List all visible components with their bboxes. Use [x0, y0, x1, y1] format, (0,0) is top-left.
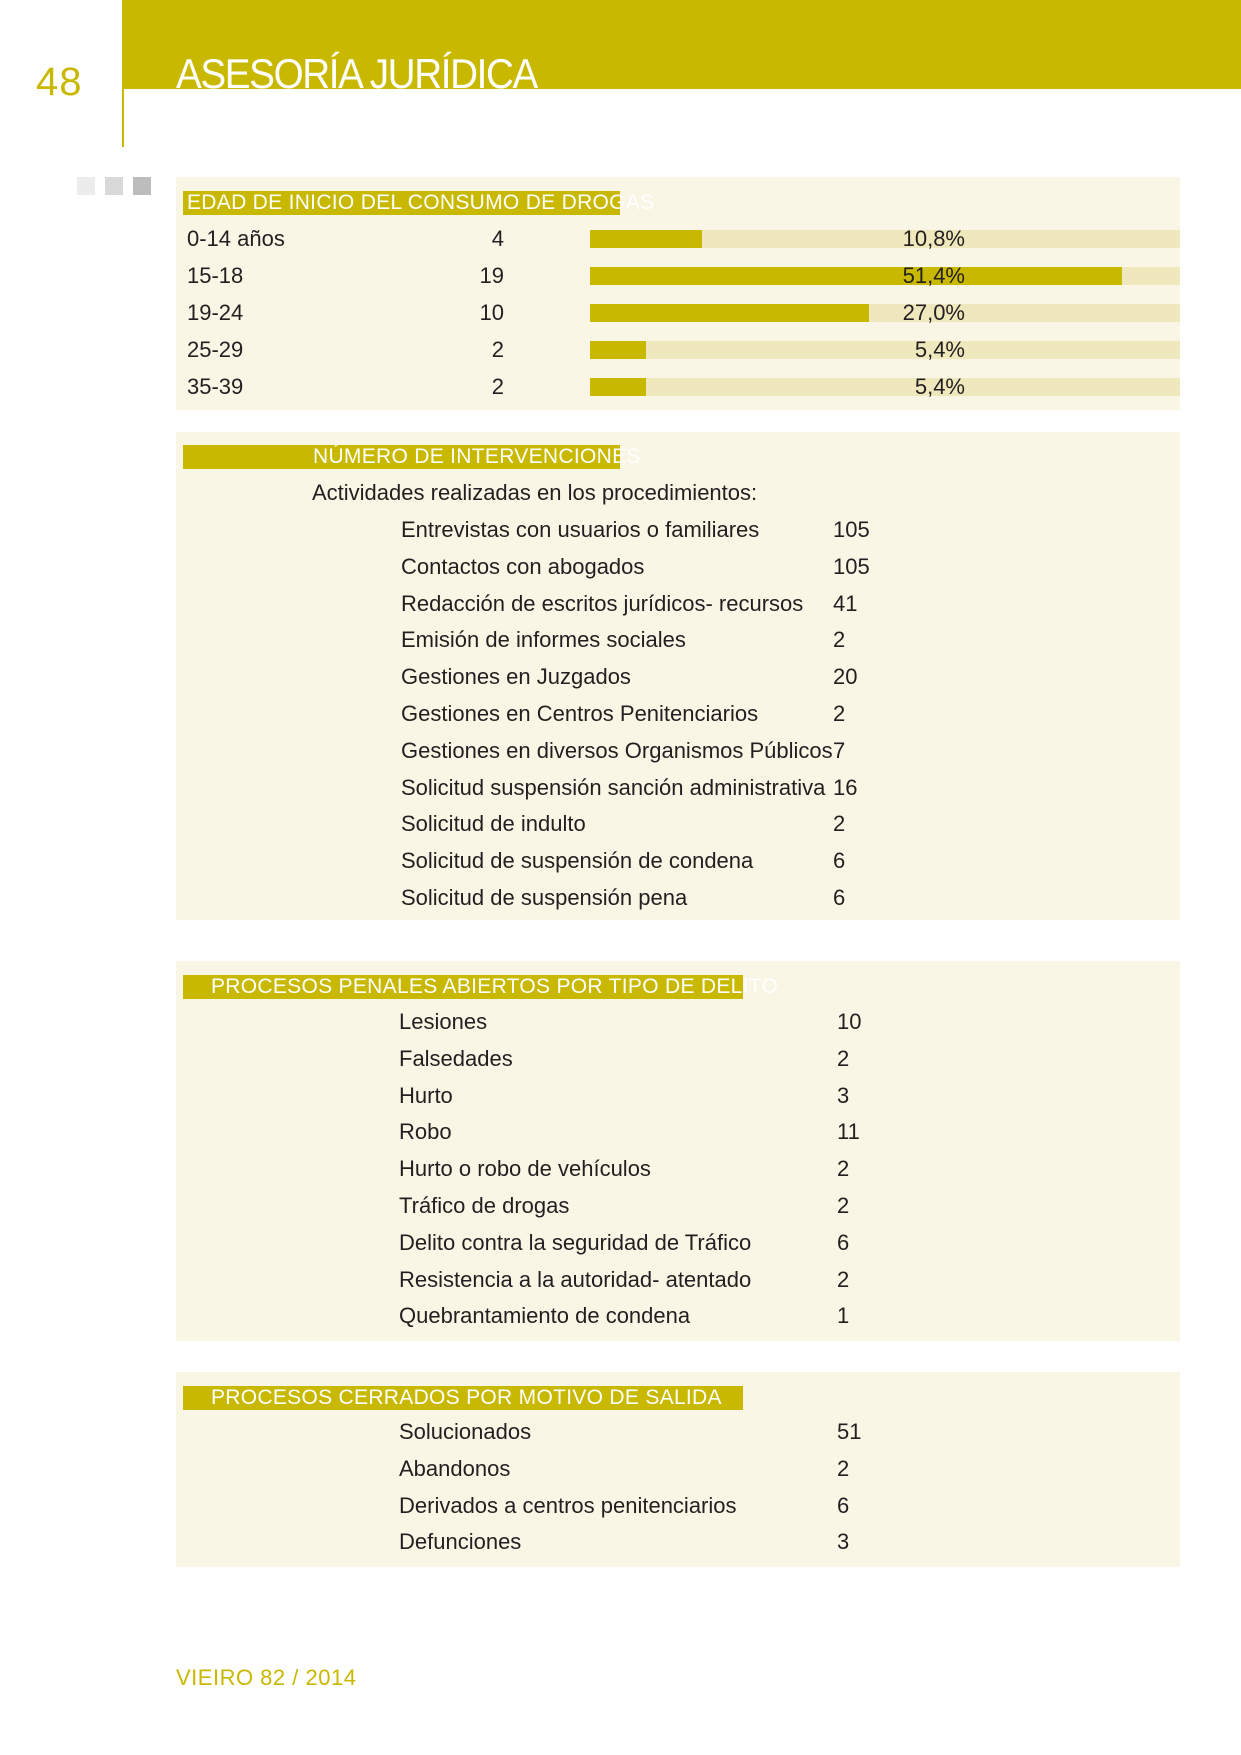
row-label: Delito contra la seguridad de Tráfico: [399, 1230, 752, 1255]
age-label: 19-24: [187, 300, 244, 325]
row-label: Solicitud de suspensión pena: [401, 885, 688, 910]
age-percent: 10,8%: [902, 226, 965, 251]
row-label: Lesiones: [399, 1009, 488, 1034]
age-count: 4: [491, 226, 504, 251]
row-label: Robo: [399, 1119, 452, 1144]
row-value: 2: [837, 1193, 850, 1218]
age-count: 10: [479, 300, 504, 325]
closed-cases-title: PROCESOS CERRADOS POR MOTIVO DE SALIDA: [183, 1386, 743, 1410]
row-value: 16: [833, 775, 858, 800]
age-bar: [590, 267, 1122, 285]
age-percent: 5,4%: [914, 374, 965, 399]
age-bar: [590, 378, 646, 396]
decor-square-1: [77, 177, 95, 195]
row-label: Solucionados: [399, 1419, 532, 1444]
row-label: Entrevistas con usuarios o familiares: [401, 517, 760, 542]
header-divider: [122, 0, 124, 147]
row-label: Resistencia a la autoridad- atentado: [399, 1267, 752, 1292]
row-value: 11: [837, 1119, 860, 1144]
row-label: Defunciones: [399, 1529, 522, 1554]
row-value: 2: [837, 1046, 850, 1071]
decor-square-3: [133, 177, 151, 195]
row-label: Falsedades: [399, 1046, 513, 1071]
row-label: Hurto: [399, 1083, 453, 1108]
row-label: Gestiones en Juzgados: [401, 664, 631, 689]
row-value: 105: [833, 554, 870, 579]
row-value: 2: [833, 627, 846, 652]
interventions-subtitle: Actividades realizadas en los procedimientos:: [312, 480, 758, 505]
row-value: 3: [837, 1083, 850, 1108]
row-value: 6: [837, 1493, 850, 1518]
row-label: Solicitud de suspensión de condena: [401, 848, 754, 873]
row-label: Tráfico de drogas: [399, 1193, 570, 1218]
age-label: 35-39: [187, 374, 244, 399]
row-value: 20: [833, 664, 858, 689]
row-label: Derivados a centros penitenciarios: [399, 1493, 737, 1518]
footer-text: VIEIRO 82 / 2014: [176, 1665, 357, 1690]
age-count: 19: [479, 263, 504, 288]
row-label: Redacción de escritos jurídicos- recursos: [401, 591, 804, 616]
row-value: 6: [833, 848, 846, 873]
age-percent: 51,4%: [902, 263, 965, 288]
age-label: 15-18: [187, 263, 244, 288]
age-percent: 27,0%: [902, 300, 965, 325]
row-label: Hurto o robo de vehículos: [399, 1156, 651, 1181]
row-label: Gestiones en diversos Organismos Públicos: [401, 738, 833, 763]
row-value: 51: [837, 1419, 862, 1444]
age-bar: [590, 341, 646, 359]
row-label: Abandonos: [399, 1456, 511, 1481]
row-value: 2: [837, 1156, 850, 1181]
row-value: 2: [837, 1456, 850, 1481]
row-label: Solicitud suspensión sanción administrativa: [401, 775, 826, 800]
page-number: 48: [36, 60, 83, 104]
row-value: 6: [833, 885, 846, 910]
row-label: Solicitud de indulto: [401, 811, 586, 836]
age-label: 25-29: [187, 337, 244, 362]
age-bar: [590, 304, 869, 322]
age-bar: [590, 230, 702, 248]
age-label: 0-14 años: [187, 226, 285, 251]
age-count: 2: [491, 337, 504, 362]
row-label: Quebrantamiento de condena: [399, 1303, 691, 1328]
decor-square-2: [105, 177, 123, 195]
row-value: 2: [837, 1267, 850, 1292]
age-section-title: EDAD DE INICIO DEL CONSUMO DE DROGAS: [183, 191, 620, 215]
row-label: Gestiones en Centros Penitenciarios: [401, 701, 759, 726]
open-cases-title: PROCESOS PENALES ABIERTOS POR TIPO DE DELITO: [183, 975, 743, 999]
row-value: 2: [833, 811, 846, 836]
row-value: 41: [833, 591, 858, 616]
row-value: 7: [833, 738, 846, 763]
row-value: 10: [837, 1009, 862, 1034]
row-value: 2: [833, 701, 846, 726]
row-value: 3: [837, 1529, 850, 1554]
row-value: 105: [833, 517, 870, 542]
row-value: 6: [837, 1230, 850, 1255]
row-label: Contactos con abogados: [401, 554, 645, 579]
interventions-title: NÚMERO DE INTERVENCIONES: [183, 445, 620, 469]
page-title: ASESORÍA JURÍDICA: [176, 50, 537, 97]
row-label: Emisión de informes sociales: [401, 627, 686, 652]
row-value: 1: [837, 1303, 850, 1328]
age-percent: 5,4%: [914, 337, 965, 362]
age-count: 2: [491, 374, 504, 399]
